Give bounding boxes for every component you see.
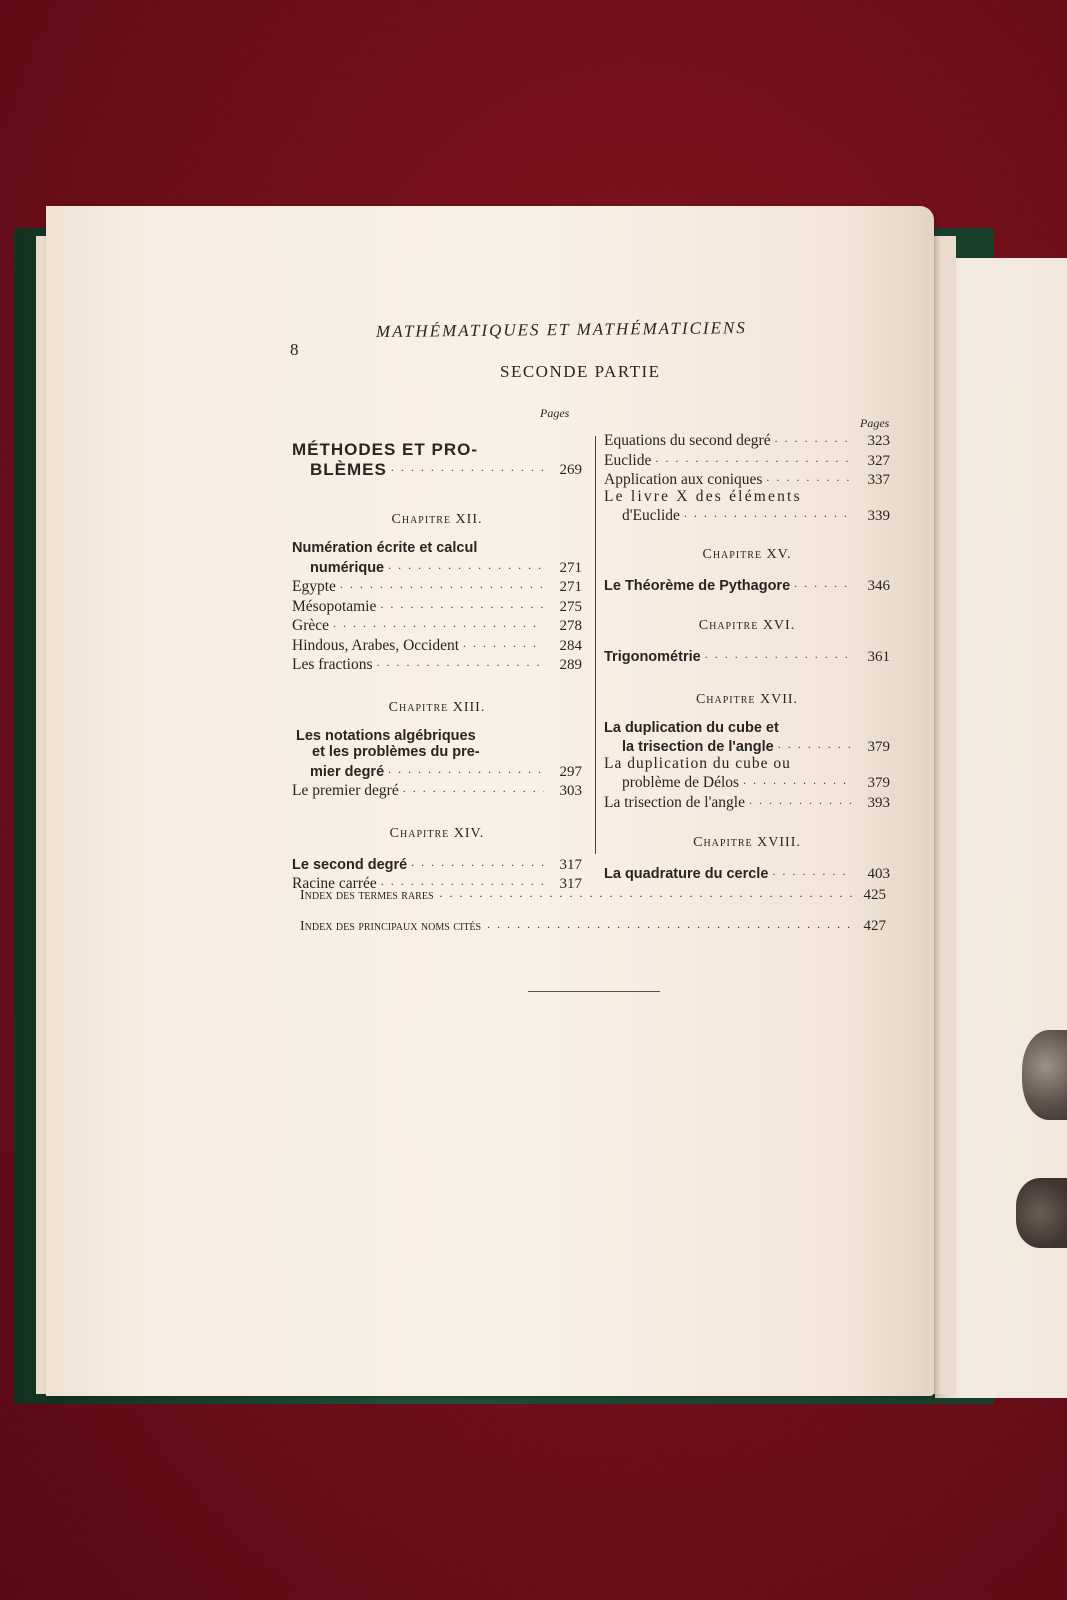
part-title: SECONDE PARTIE xyxy=(500,362,661,381)
page-ref: 271 xyxy=(559,559,582,576)
index-title: Index des termes rares xyxy=(300,888,434,903)
toc-entry-text: Equations du second degré xyxy=(604,432,771,449)
page-ref: 339 xyxy=(867,508,890,524)
index-row xyxy=(300,886,886,904)
page-ref: 271 xyxy=(559,579,582,595)
toc-row xyxy=(292,615,582,635)
toc-row xyxy=(292,654,582,674)
chapter-label: Chapitre XIV. xyxy=(389,825,485,841)
toc-row xyxy=(604,469,890,489)
page-ref: 297 xyxy=(559,763,582,780)
dot-leader xyxy=(743,772,852,789)
page-ref: 337 xyxy=(867,472,890,488)
toc-right-column xyxy=(604,430,890,883)
toc-entry-text: Hindous, Arabes, Occident xyxy=(292,636,460,654)
toc-row xyxy=(292,761,582,781)
index-title: Index des principaux noms cités xyxy=(300,919,482,934)
page-ref: 425 xyxy=(863,887,886,903)
toc-row xyxy=(292,780,582,800)
toc-entry-text: d'Euclide xyxy=(622,507,680,524)
chapter-heading: Trigonométrie xyxy=(604,649,701,665)
part-heading-line: BLÈMES xyxy=(310,459,387,479)
chapter-heading-line: la trisection de l'angle xyxy=(622,739,774,755)
running-title: MATHÉMATIQUES ET MATHÉMATICIENS xyxy=(375,318,747,341)
column-divider xyxy=(595,436,596,854)
toc-entry-text: Euclide xyxy=(604,451,652,469)
toc-row xyxy=(292,635,582,655)
toc-entry-text: Egypte xyxy=(292,578,336,595)
dot-leader xyxy=(775,430,852,447)
index-row xyxy=(300,917,886,935)
facing-page-photo xyxy=(1022,1030,1067,1120)
dot-leader xyxy=(440,886,858,901)
dot-leader xyxy=(749,792,852,809)
page-ref: 427 xyxy=(863,918,886,934)
dot-leader xyxy=(388,761,544,778)
chapter-heading-line: Les notations algébriques xyxy=(296,727,476,744)
toc-entry-text: Mésopotamie xyxy=(292,597,377,615)
toc-entry-text: Le premier degré xyxy=(292,782,399,799)
toc-row-part-heading xyxy=(292,459,582,479)
toc-row xyxy=(604,505,890,525)
page-ref: 323 xyxy=(867,433,890,449)
toc-entry-text: Les fractions xyxy=(292,656,373,673)
dot-leader xyxy=(391,459,544,476)
dot-leader xyxy=(487,917,857,932)
chapter-label: Chapitre XII. xyxy=(391,512,483,527)
page-ref: 379 xyxy=(867,739,890,755)
facing-page-photo xyxy=(1016,1178,1067,1248)
toc-row xyxy=(604,575,890,595)
end-rule xyxy=(528,991,660,992)
toc-entry-text: Application aux coniques xyxy=(604,471,763,488)
toc-entry-text: La duplication du cube ou xyxy=(604,754,791,772)
chapter-heading-line: Numération écrite et calcul xyxy=(292,540,478,556)
chapter-heading-line: et les problèmes du pre- xyxy=(312,744,480,760)
page-number: 8 xyxy=(290,340,299,359)
dot-leader xyxy=(411,854,544,871)
toc-row xyxy=(604,863,890,883)
page-ref: 269 xyxy=(559,461,582,478)
dot-leader xyxy=(463,635,544,652)
page-ref: 317 xyxy=(559,876,582,892)
page-ref: 303 xyxy=(559,783,582,799)
dot-leader xyxy=(376,654,544,671)
chapter-label: Chapitre XVIII. xyxy=(693,835,801,850)
chapter-heading-line: La duplication du cube et xyxy=(604,719,779,736)
dot-leader xyxy=(333,615,544,632)
dot-leader xyxy=(403,780,544,797)
chapter-heading: La quadrature du cercle xyxy=(604,866,769,882)
toc-row xyxy=(604,430,890,450)
toc-row xyxy=(292,576,582,596)
toc-entry-text: Le livre X des éléments xyxy=(604,487,802,505)
toc-entry-text: La trisection de l'angle xyxy=(604,793,745,811)
toc-row xyxy=(604,772,890,792)
page-ref: 393 xyxy=(867,794,890,811)
part-heading-line: MÉTHODES ET PRO- xyxy=(292,440,479,459)
page-ref: 379 xyxy=(867,775,890,791)
dot-leader xyxy=(705,646,852,663)
toc-row xyxy=(604,736,890,756)
dot-leader xyxy=(340,576,544,593)
toc-row xyxy=(292,854,582,874)
page-ref: 327 xyxy=(867,452,890,469)
toc-entry-text: Grèce xyxy=(292,617,329,634)
dot-leader xyxy=(778,736,852,753)
page-ref: 346 xyxy=(867,577,890,594)
pages-header-left: Pages xyxy=(540,406,570,420)
dot-leader xyxy=(655,450,852,467)
dot-leader xyxy=(794,575,852,592)
chapter-label: Chapitre XIII. xyxy=(388,699,486,715)
page-ref: 275 xyxy=(559,598,582,615)
dot-leader xyxy=(766,469,852,486)
toc-row xyxy=(604,792,890,812)
page-ref: 403 xyxy=(867,866,890,882)
toc-row xyxy=(604,450,890,470)
toc-row xyxy=(292,557,582,577)
chapter-heading: Le Théorème de Pythagore xyxy=(604,577,791,594)
page-ref: 317 xyxy=(559,856,582,873)
page-ref: 361 xyxy=(867,649,890,665)
pages-header-right: Pages xyxy=(860,416,890,430)
page-ref: 284 xyxy=(559,637,582,654)
dot-leader xyxy=(388,557,544,574)
page-ref: 289 xyxy=(559,657,582,673)
chapter-label: Chapitre XVI. xyxy=(698,618,796,633)
chapter-label: Chapitre XV. xyxy=(702,546,792,562)
toc-left-column xyxy=(292,432,582,893)
page-ref: 278 xyxy=(559,618,582,634)
toc-entry-text: problème de Délos xyxy=(622,774,740,791)
chapter-heading-line: mier degré xyxy=(310,763,385,780)
dot-leader xyxy=(380,596,544,613)
chapter-heading-line: numérique xyxy=(310,559,385,576)
toc-entry-text: Racine carrée xyxy=(292,875,377,892)
chapter-heading: Le second degré xyxy=(292,856,408,873)
toc-row xyxy=(292,596,582,616)
toc-row xyxy=(604,646,890,666)
dot-leader xyxy=(772,863,852,880)
chapter-label: Chapitre XVII. xyxy=(695,691,799,707)
dot-leader xyxy=(684,505,852,522)
